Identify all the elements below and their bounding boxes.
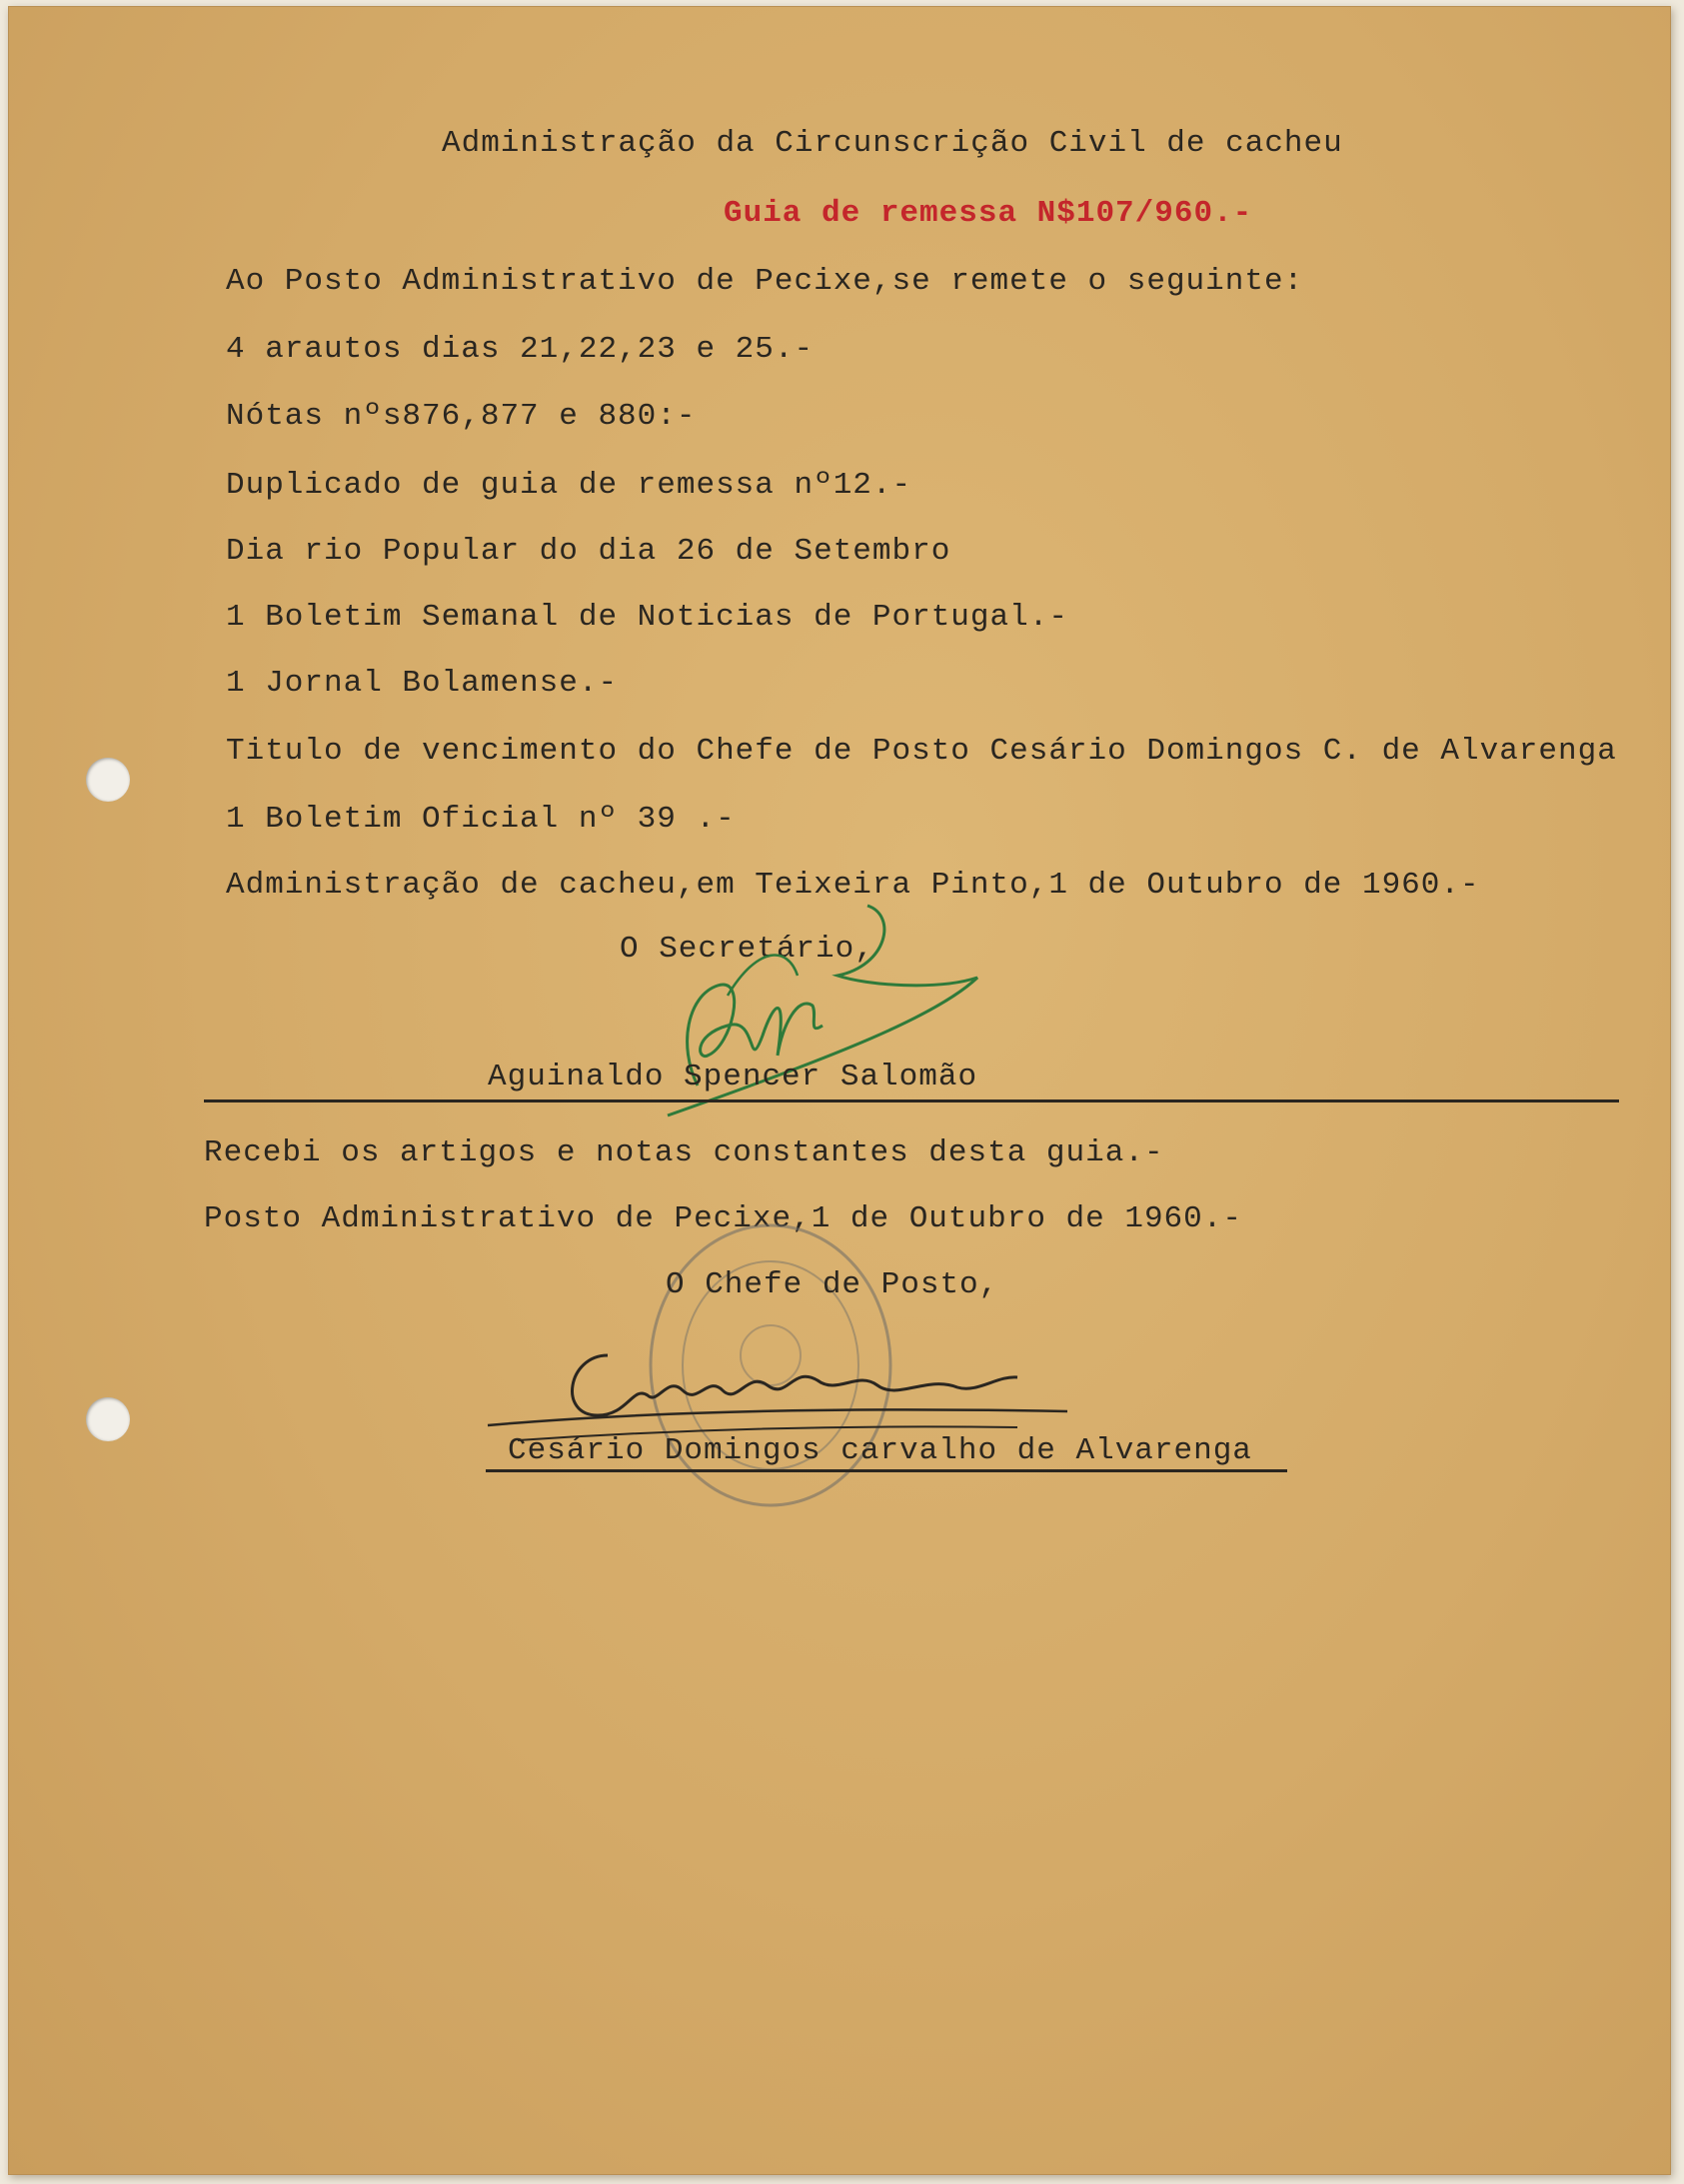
- item-line: Dia rio Popular do dia 26 de Setembro: [226, 534, 951, 569]
- punch-hole-bottom: [86, 1397, 130, 1441]
- section-divider: [204, 1099, 1619, 1102]
- item-line: 1 Jornal Bolamense.-: [226, 666, 619, 701]
- item-line: Duplicado de guia de remessa nº12.-: [226, 468, 912, 503]
- punch-hole-top: [86, 758, 130, 802]
- item-line: 1 Boletim Semanal de Noticias de Portugal.-: [226, 600, 1068, 635]
- item-line: Nótas nºs876,877 e 880:-: [226, 399, 697, 434]
- secretary-name: Aguinaldo Spencer Salomão: [488, 1060, 978, 1094]
- chief-role: O Chefe de Posto,: [666, 1267, 999, 1302]
- chief-name-underline: [486, 1469, 1287, 1472]
- item-line: Titulo de vencimento do Chefe de Posto Cesário Domingos C. de Alvarenga: [226, 734, 1617, 769]
- guide-title: Guia de remessa N$107/960.-: [724, 196, 1253, 231]
- receipt-line: Recebi os artigos e notas constantes desta guia.-: [204, 1135, 1164, 1170]
- intro-line: Ao Posto Administrativo de Pecixe,se remete o seguinte:: [226, 264, 1304, 299]
- secretary-role: O Secretário,: [620, 932, 874, 967]
- item-line: 4 arautos dias 21,22,23 e 25.-: [226, 332, 815, 367]
- office-header: Administração da Circunscrição Civil de cacheu: [442, 126, 1343, 161]
- document-sheet: [8, 6, 1671, 2175]
- chief-name: Cesário Domingos carvalho de Alvarenga: [508, 1433, 1252, 1468]
- place-date-line: Administração de cacheu,em Teixeira Pinto,1 de Outubro de 1960.-: [226, 868, 1480, 903]
- item-line: 1 Boletim Oficial nº 39 .-: [226, 802, 736, 837]
- receipt-place-date: Posto Administrativo de Pecixe,1 de Outubro de 1960.-: [204, 1201, 1242, 1236]
